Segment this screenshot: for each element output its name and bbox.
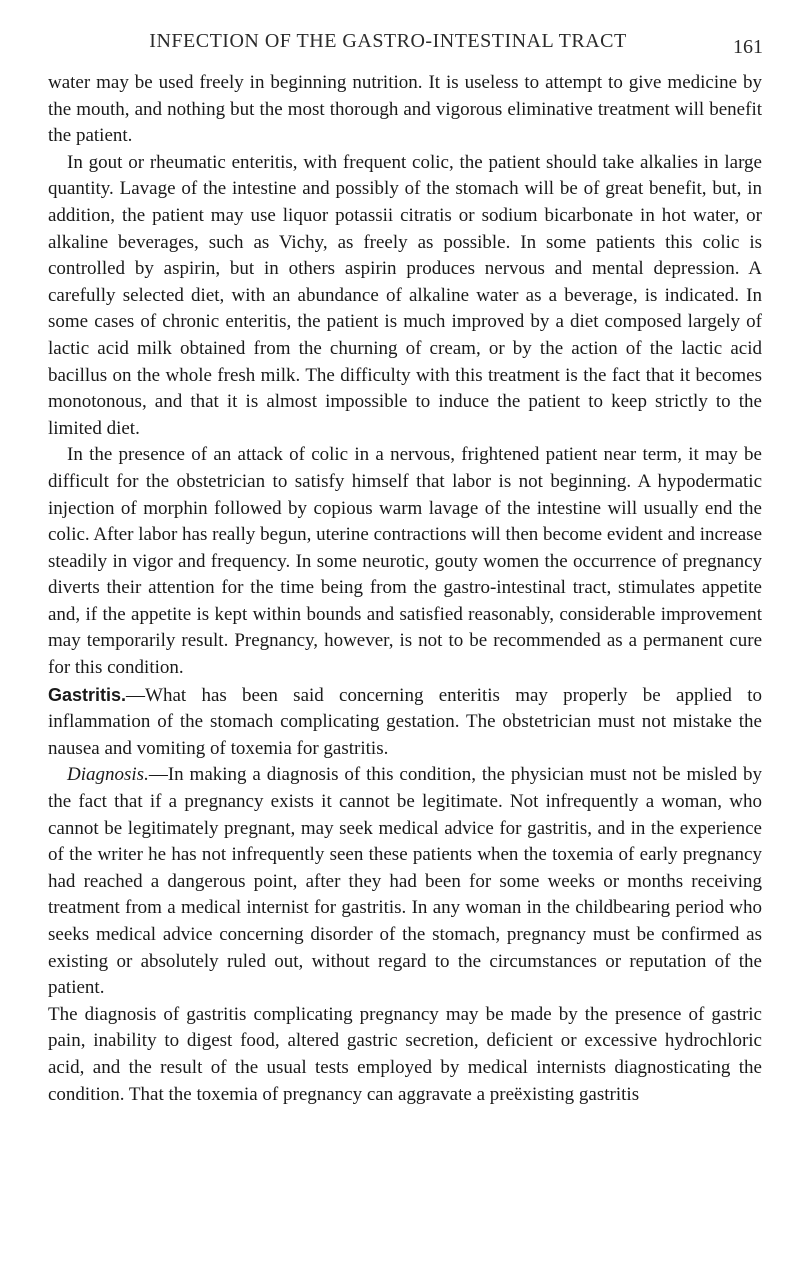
running-head: INFECTION OF THE GASTRO-INTESTINAL TRACT xyxy=(149,30,627,52)
paragraph-diagnosis xyxy=(48,762,762,1001)
subheading-diagnosis: Diagnosis. xyxy=(67,764,149,786)
paragraph-text: The diagnosis of gastritis complicating pregnancy may be made by the presence of gastric pain, inability to digest food, altered gastric secretion, deficient or excessive hydrochloric acid, and the result of the usual tests employed by medical internists diagnosticating the condition. That the toxemia of pregnancy can aggravate a preëxisting gastritis xyxy=(48,1003,762,1105)
paragraph-text: —In making a diagnosis of this condition, the physician must not be misled by the fact that if a pregnancy exists it cannot be legitimate. Not infrequently a woman, who cannot be legitimately pregnant, may seek medical advice for gastritis, and in the experience of the writer he has not infrequently seen these patients when the toxemia of early pregnancy had reached a dangerous point, after they had been for some weeks or months receiving treatment from a medical internist for gastritis. In any woman in the childbearing period who seeks medical advice concerning disorder of the stomach, pregnancy must be confirmed as existing or absolutely ruled out, without regard to the circumstances or reputation of the patient. xyxy=(48,764,762,999)
paragraph-gastritis xyxy=(48,682,762,763)
paragraph-text: In gout or rheumatic enteritis, with frequent colic, the patient should take alkalies in large quantity. Lavage of the intestine and possibly of the stomach will be of great benefit, but, in addition, the patient may use liquor potassii citratis or sodium bicarbonate in hot water, or alkaline beverages, such as Vichy, as freely as possible. In some patients this colic is controlled by aspirin, but in others aspirin produces nervous and mental depression. A carefully selected diet, with an abundance of alkaline water as a beverage, is indicated. In some cases of chronic enteritis, the patient is much improved by a diet composed largely of lactic acid milk obtained from the churning of cream, or by the action of the lactic acid bacillus on the whole fresh milk. The difficulty with this treatment is the fact that it becomes monotonous, and that it is almost impossible to induce the patient to keep strictly to the limited diet. xyxy=(48,151,762,439)
paragraph-text: water may be used freely in beginning nutrition. It is useless to attempt to give medicine by the mouth, and nothing but the most thorough and vigorous eliminative treatment will benefit the patient. xyxy=(48,72,762,147)
page-number: 161 xyxy=(733,36,763,58)
body-text xyxy=(48,70,762,1108)
paragraph-text: —What has been said concerning enteritis may properly be applied to inflammation of the stomach complicating gestation. The obstetrician must not mistake the nausea and vomiting of toxemia for gastritis. xyxy=(48,684,762,759)
paragraph-colic-near-term xyxy=(48,442,762,681)
paragraph-diagnosis-criteria xyxy=(48,1002,762,1108)
paragraph-gout-enteritis xyxy=(48,150,762,443)
paragraph-text: In the presence of an attack of colic in a nervous, frightened patient near term, it may be difficult for the obstetrician to satisfy himself that labor is not beginning. A hypodermatic injection of morphin followed by copious warm lavage of the intestine will usually end the colic. After labor has really begun, uterine contractions will then become evident and increase steadily in vigor and frequency. In some neurotic, gouty women the occurrence of pregnancy diverts their attention for the time being from the gastro-intestinal tract, stimulates appetite and, if the appetite is kept within bounds and satisfied reasonably, considerable improvement may temporarily result. Pregnancy, however, is not to be recommended as a permanent cure for this condition. xyxy=(48,444,762,679)
paragraph-continuation xyxy=(48,70,762,150)
section-heading-gastritis: Gastritis. xyxy=(48,684,127,705)
